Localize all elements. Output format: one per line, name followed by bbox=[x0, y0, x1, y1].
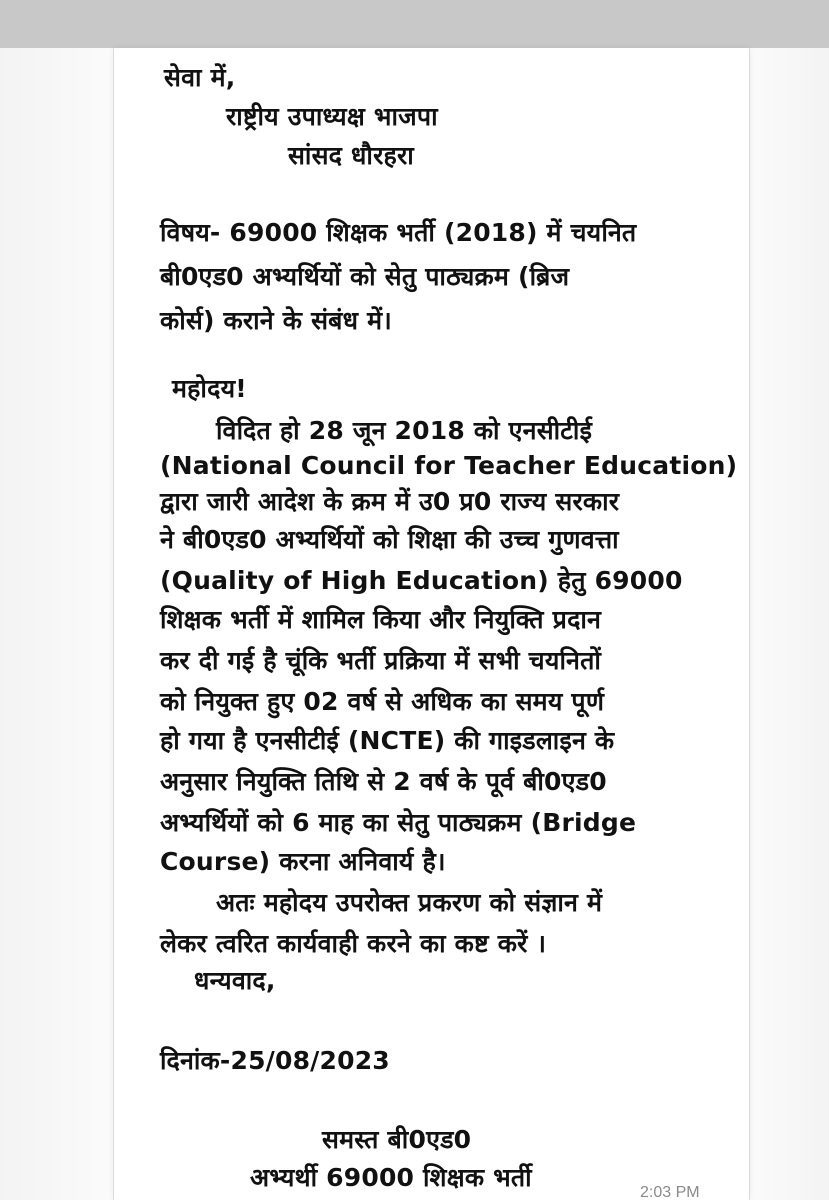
salutation: सेवा में, bbox=[164, 63, 236, 92]
thanks: धन्यवाद, bbox=[194, 966, 276, 995]
subject-line-2: बी0एड0 अभ्यर्थियों को सेतु पाठ्यक्रम (ब्रिज bbox=[160, 262, 570, 291]
top-gray-bar bbox=[0, 0, 829, 48]
request-line-2: लेकर त्वरित कार्यवाही करने का कष्ट करें । bbox=[160, 929, 547, 958]
left-margin-shade bbox=[0, 48, 112, 1200]
signature-line-2: अभ्यर्थी 69000 शिक्षक भर्ती bbox=[250, 1163, 532, 1192]
letter-date: दिनांक-25/08/2023 bbox=[160, 1046, 390, 1075]
body-line-11: अभ्यर्थियों को 6 माह का सेतु पाठ्यक्रम (Bridge bbox=[160, 808, 637, 837]
signature-line-1: समस्त बी0एड0 bbox=[322, 1125, 472, 1154]
body-line-12: Course) करना अनिवार्य है। bbox=[160, 847, 446, 876]
request-line-1: अतः महोदय उपरोक्त प्रकरण को संज्ञान में bbox=[216, 888, 603, 917]
body-line-8: को नियुक्त हुए 02 वर्ष से अधिक का समय पूर्ण bbox=[160, 687, 605, 716]
message-timestamp: 2:03 PM bbox=[640, 1184, 700, 1200]
recipient-line-2: सांसद धौरहरा bbox=[288, 141, 414, 170]
subject-line-3: कोर्स) कराने के संबंध में। bbox=[160, 306, 392, 335]
body-line-2: (National Council for Teacher Education) bbox=[160, 451, 738, 480]
body-line-1: विदित हो 28 जून 2018 को एनसीटीई bbox=[216, 416, 593, 445]
subject-line-1: विषय- 69000 शिक्षक भर्ती (2018) में चयनित bbox=[160, 218, 637, 247]
body-line-3: द्वारा जारी आदेश के क्रम में उ0 प्र0 राज्य सरकार bbox=[160, 487, 620, 516]
body-line-10: अनुसार नियुक्ति तिथि से 2 वर्ष के पूर्व बी0एड0 bbox=[160, 767, 607, 796]
letter-page bbox=[113, 48, 750, 1200]
greeting: महोदय! bbox=[172, 374, 247, 403]
body-line-5: (Quality of High Education) हेतु 69000 bbox=[160, 566, 683, 595]
body-line-7: कर दी गई है चूंकि भर्ती प्रक्रिया में सभी चयनितों bbox=[160, 646, 602, 675]
body-line-9: हो गया है एनसीटीई (NCTE) की गाइडलाइन के bbox=[160, 726, 615, 755]
right-margin-shade bbox=[750, 48, 829, 1200]
body-line-4: ने बी0एड0 अभ्यर्थियों को शिक्षा की उच्च गुणवत्ता bbox=[160, 525, 619, 554]
body-line-6: शिक्षक भर्ती में शामिल किया और नियुक्ति प्रदान bbox=[160, 605, 602, 634]
recipient-line-1: राष्ट्रीय उपाध्यक्ष भाजपा bbox=[226, 102, 438, 131]
